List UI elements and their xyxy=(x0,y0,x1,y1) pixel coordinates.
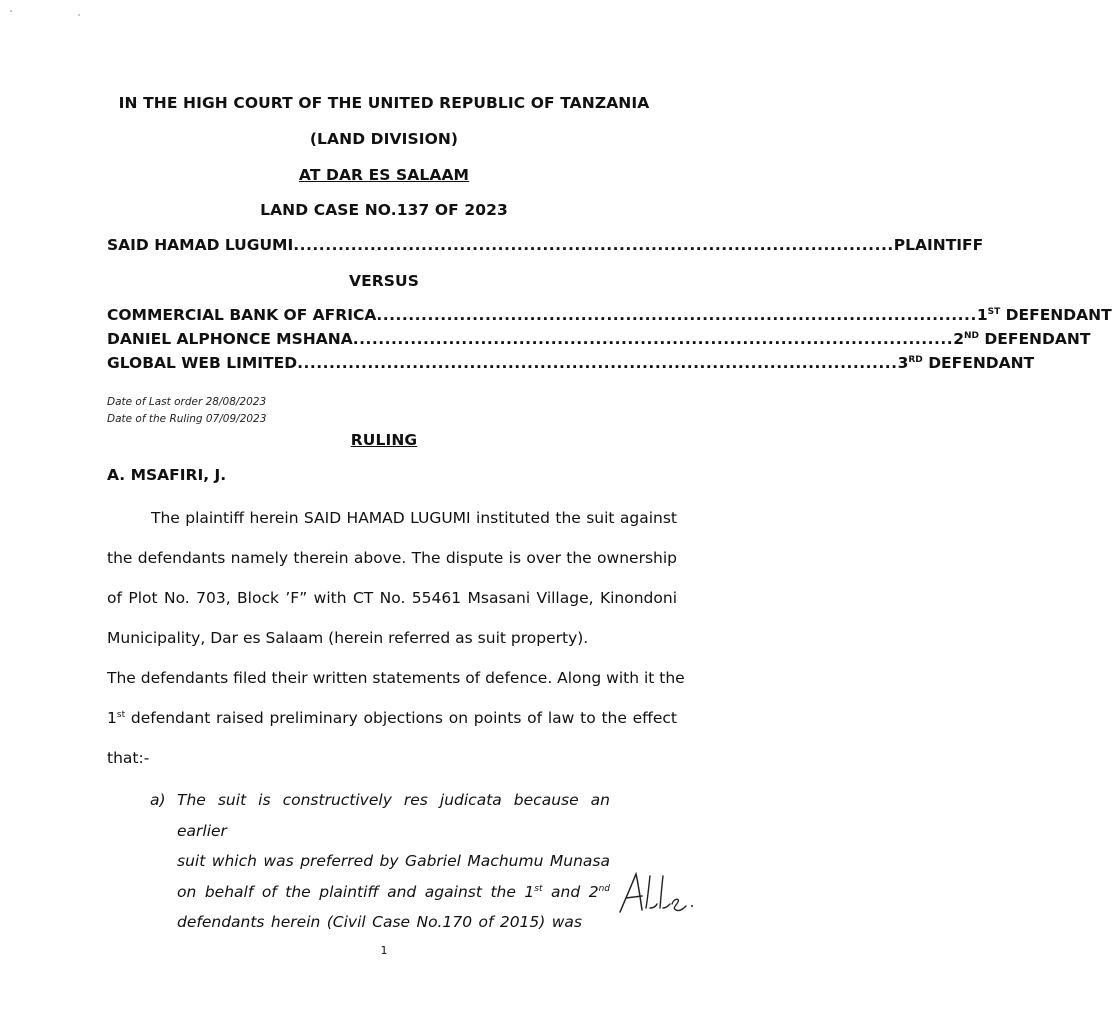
scan-speck xyxy=(78,14,80,16)
paragraph-line: The defendants filed their written statements of defence. Along with it the xyxy=(107,669,685,687)
date-ruling: Date of the Ruling 07/09/2023 xyxy=(107,413,267,425)
objection-line: suit which was preferred by Gabriel Machumu Munasa xyxy=(177,852,610,870)
ruling-title: RULING xyxy=(350,431,418,449)
leader-dots: .............................................................................................. xyxy=(352,330,954,348)
paragraph-2 xyxy=(107,658,685,778)
defendant-ordinal: 2 xyxy=(953,330,964,348)
paragraph-line: of Plot No. 703, Block ’F” with CT No. 55461 Msasani Village, Kinondoni xyxy=(107,589,677,607)
dates-block xyxy=(107,394,266,428)
page-number: 1 xyxy=(380,944,388,957)
paragraph-1 xyxy=(107,498,677,658)
defendant-line xyxy=(107,354,1035,372)
objection-text xyxy=(177,785,610,938)
ordinal-number: 1 xyxy=(107,709,117,727)
defendant-line xyxy=(107,330,1091,348)
defendant-ordinal-suffix: ST xyxy=(987,306,1001,317)
defendant-ordinal-suffix: RD xyxy=(908,354,923,365)
defendant-role: DEFENDANT xyxy=(984,330,1091,348)
case-number: LAND CASE NO.137 OF 2023 xyxy=(260,201,508,219)
plaintiff-line xyxy=(107,236,984,254)
paragraph-line: Municipality, Dar es Salaam (herein referred as suit property). xyxy=(107,629,589,647)
leader-dots: .............................................................................................. xyxy=(293,236,894,254)
defendant-name: DANIEL ALPHONCE MSHANA xyxy=(107,330,353,348)
paragraph-line xyxy=(107,698,677,738)
division-heading: (LAND DIVISION) xyxy=(309,130,459,148)
paragraph-line: the defendants namely therein above. The dispute is over the ownership xyxy=(107,549,677,567)
plaintiff-name: SAID HAMAD LUGUMI xyxy=(107,236,294,254)
judge-name: A. MSAFIRI, J. xyxy=(107,466,227,484)
defendant-ordinal-suffix: ND xyxy=(964,330,980,341)
defendant-name: GLOBAL WEB LIMITED xyxy=(107,354,298,372)
defendant-line xyxy=(107,306,1112,324)
versus-heading: VERSUS xyxy=(348,272,420,290)
objection-line: on behalf of the plaintiff and against the 1st and 2nd xyxy=(177,882,610,901)
paragraph-line: The plaintiff herein SAID HAMAD LUGUMI instituted the suit against xyxy=(151,509,677,527)
leader-dots: .............................................................................................. xyxy=(376,306,977,324)
defendant-ordinal: 1 xyxy=(976,306,988,324)
defendant-name: COMMERCIAL BANK OF AFRICA xyxy=(107,306,377,324)
defendant-role: DEFENDANT xyxy=(1005,306,1112,324)
scan-speck xyxy=(10,10,12,12)
leader-dots: .............................................................................................. xyxy=(297,354,898,372)
handwritten-initials-signature xyxy=(616,868,696,918)
defendant-ordinal: 3 xyxy=(897,354,909,372)
paragraph-line-rest: defendant raised preliminary objections on points of law to the effect xyxy=(125,709,677,727)
defendant-role: DEFENDANT xyxy=(928,354,1035,372)
objection-line: defendants herein (Civil Case No.170 of 2015) was xyxy=(177,913,582,931)
date-last-order: Date of Last order 28/08/2023 xyxy=(107,396,267,408)
objection-a xyxy=(150,785,610,931)
court-heading: IN THE HIGH COURT OF THE UNITED REPUBLIC OF TANZANIA xyxy=(118,94,650,112)
objection-label: a) xyxy=(150,791,166,809)
objection-line: The suit is constructively res judicata because an earlier xyxy=(177,791,610,840)
ordinal-suffix: st xyxy=(116,709,126,720)
plaintiff-role: PLAINTIFF xyxy=(893,236,984,254)
location-heading: AT DAR ES SALAAM xyxy=(298,166,470,184)
paragraph-line: that:- xyxy=(107,749,150,767)
